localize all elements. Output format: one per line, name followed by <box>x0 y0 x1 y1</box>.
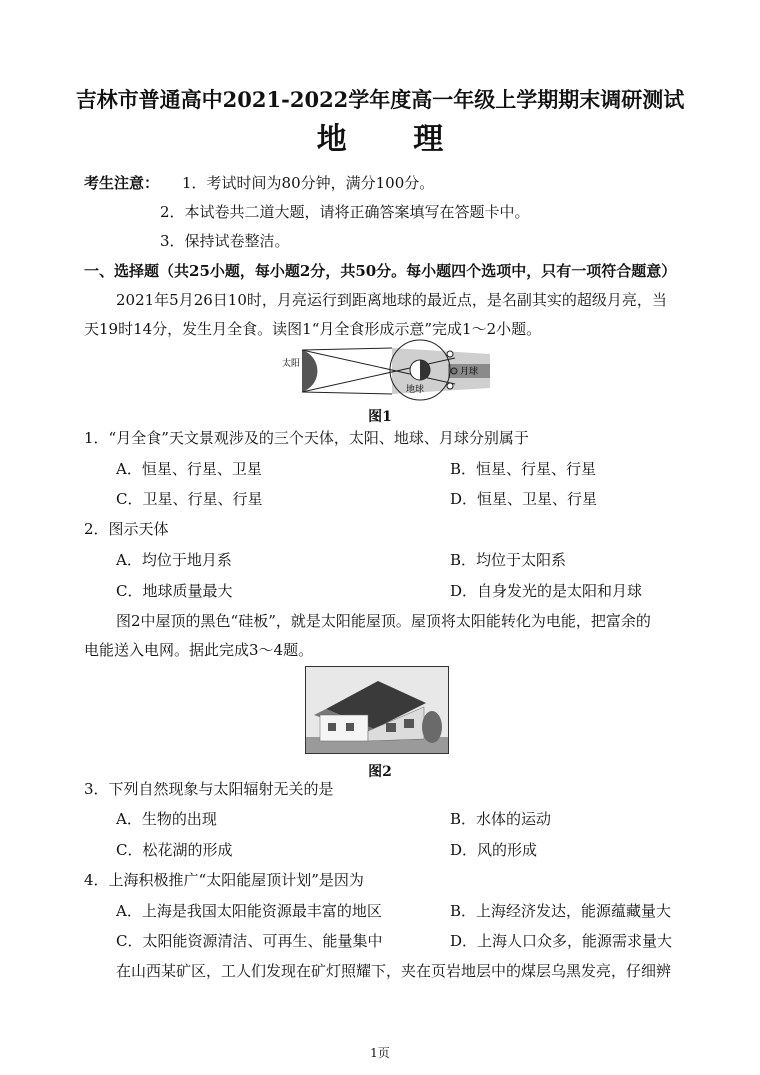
window <box>404 719 414 728</box>
sun-label-text: 太阳 <box>282 359 301 369</box>
question-2-option-a: A．均位于地月系 <box>116 551 232 569</box>
passage-1-line-2: 天19时14分，发生月全食。读图1“月全食形成示意”完成1～2小题。 <box>84 320 542 338</box>
notice-item-1: 1．考试时间为80分钟，满分100分。 <box>182 174 435 192</box>
question-3-option-d: D．风的形成 <box>450 841 538 859</box>
question-2-stem: 2．图示天体 <box>84 520 169 538</box>
question-4-option-a: A．上海是我国太阳能资源最丰富的地区 <box>116 902 382 920</box>
notice-item-2: 2．本试卷共二道大题，请将正确答案填写在答题卡中。 <box>160 203 530 221</box>
earth-label: 地球 <box>406 385 425 395</box>
question-3-option-c: C．松花湖的形成 <box>116 841 233 859</box>
question-1-option-d: D．恒星、卫星、行星 <box>450 490 598 508</box>
question-4-option-c: C．太阳能资源清洁、可再生、能量集中 <box>116 932 383 950</box>
question-4-stem: 4．上海积极推广“太阳能屋顶计划”是因为 <box>84 871 364 889</box>
question-2-option-c: C．地球质量最大 <box>116 582 233 600</box>
tree <box>422 711 442 743</box>
question-1-stem: 1．“月全食”天文景观涉及的三个天体，太阳、地球、月球分别属于 <box>84 429 529 447</box>
sun-shape <box>302 350 317 392</box>
figure-2-caption: 图2 <box>368 764 392 780</box>
question-4-option-b: B．上海经济发达，能源蕴藏量大 <box>450 902 672 920</box>
question-2-option-b: B．均位于太阳系 <box>450 551 567 569</box>
ray-line <box>302 348 392 350</box>
window <box>346 723 354 731</box>
moon-position <box>447 351 453 357</box>
exam-title: 吉林市普通高中2021-2022学年度高一年级上学期期末调研测试 <box>75 87 685 112</box>
figure-1-caption: 图1 <box>368 409 392 425</box>
solar-roof-house-photo <box>305 666 449 754</box>
passage-2-line-2: 电能送入电网。据此完成3～4题。 <box>84 641 314 659</box>
page-number: 1页 <box>370 1046 390 1060</box>
ray-line <box>302 392 392 394</box>
question-3-option-b: B．水体的运动 <box>450 810 552 828</box>
question-1-option-c: C．卫星、行星、行星 <box>116 490 263 508</box>
passage-2-line-1: 图2中屋顶的黑色“硅板”，就是太阳能屋顶。屋顶将太阳能转化为电能，把富余的 <box>116 612 651 630</box>
question-2-option-d: D．自身发光的是太阳和月球 <box>450 582 643 600</box>
house-illustration <box>306 667 448 753</box>
window <box>386 723 396 732</box>
passage-3-line-1: 在山西某矿区，工人们发现在矿灯照耀下，夹在页岩地层中的煤层乌黑发亮，仔细辨 <box>116 962 672 980</box>
notice-item-3: 3．保持试卷整洁。 <box>160 232 290 250</box>
subject-title: 地 理 <box>316 122 472 157</box>
question-3-stem: 3．下列自然现象与太阳辐射无关的是 <box>84 780 334 798</box>
moon-label: 月球 <box>460 367 479 377</box>
section-heading: 一、选择题（共25小题，每小题2分，共50分。每小题四个选项中，只有一项符合题意） <box>84 262 677 280</box>
moon-position <box>451 368 457 374</box>
question-1-option-b: B．恒星、行星、行星 <box>450 460 597 478</box>
passage-1-line-1: 2021年5月26日10时，月亮运行到距离地球的最近点，是名副其实的超级月亮，当 <box>116 291 667 309</box>
moon-position <box>447 383 453 389</box>
question-3-option-a: A．生物的出现 <box>116 810 217 828</box>
notice-label: 考生注意： <box>84 174 160 192</box>
sun-label <box>282 357 300 369</box>
house-wall-left <box>320 715 368 741</box>
question-4-option-d: D．上海人口众多，能源需求量大 <box>450 932 673 950</box>
window <box>328 723 336 731</box>
lunar-eclipse-diagram <box>280 336 490 406</box>
question-1-option-a: A．恒星、行星、卫星 <box>116 460 262 478</box>
